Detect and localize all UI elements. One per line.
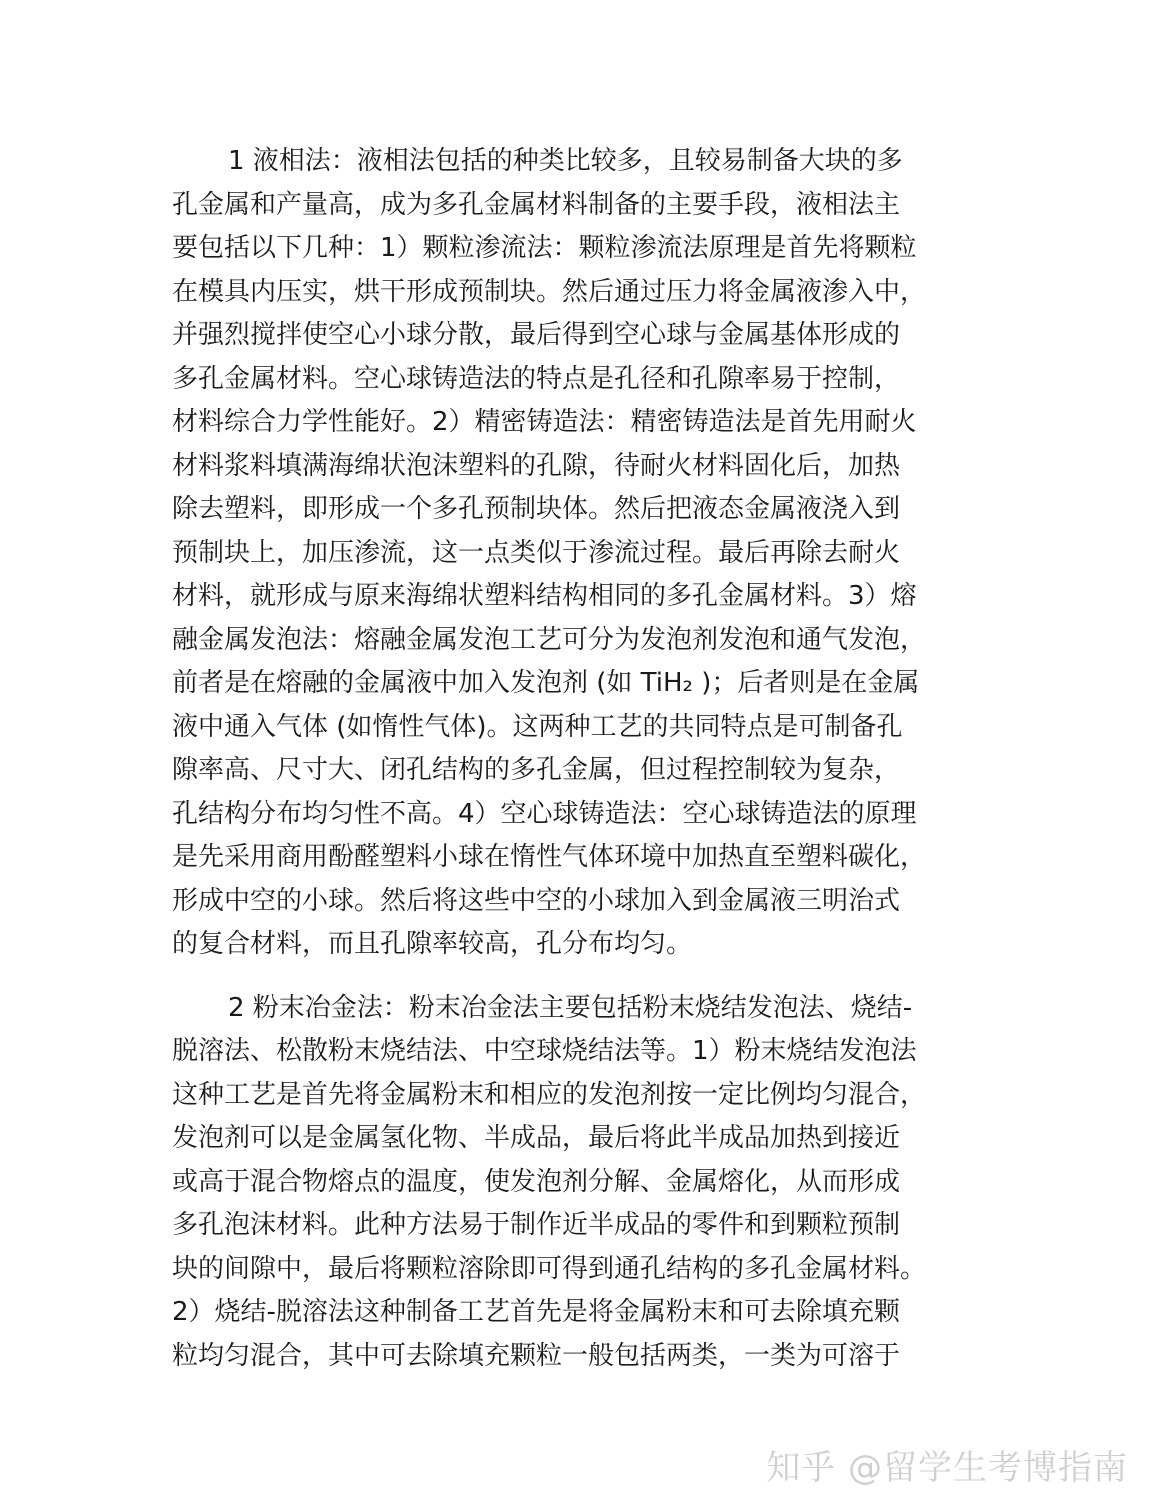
- text-line: 形成中空的小球。然后将这些中空的小球加入到金属液三明治式: [172, 885, 901, 916]
- document-page: [172, 140, 1000, 1378]
- paragraph-powder-metallurgy-method: [172, 987, 1000, 1379]
- text-line: 多孔金属材料。空心球铸造法的特点是孔径和孔隙率易于控制，: [172, 363, 901, 394]
- text-line: 是先采用商用酚醛塑料小球在惰性气体环境中加热直至塑料碳化，: [172, 842, 927, 872]
- text-line: 发泡剂可以是金属氢化物、半成品，最后将此半成品加热到接近: [172, 1123, 901, 1153]
- text-line: 液中通入气体 (如惰性气体)。这两种工艺的共同特点是可制备孔: [172, 711, 903, 742]
- text-line: 这种工艺是首先将金属粉末和相应的发泡剂按一定比例均匀混合，: [172, 1079, 927, 1110]
- text-line: 多孔泡沫材料。此种方法易于制作近半成品的零件和到颗粒预制: [172, 1210, 901, 1240]
- text-line: 预制块上，加压渗流，这一点类似于渗流过程。最后再除去耐火: [172, 537, 901, 568]
- text-line: 块的间隙中，最后将颗粒溶除即可得到通孔结构的多孔金属材料。: [172, 1253, 927, 1284]
- paragraph-liquid-phase-method: [172, 140, 1000, 967]
- text-line: 材料综合力学性能好。2）精密铸造法：精密铸造法是首先用耐火: [172, 407, 917, 437]
- zhihu-watermark: 知乎 @留学生考博指南: [766, 1448, 1128, 1488]
- text-line: 除去塑料，即形成一个多孔预制块体。然后把液态金属液浇入到: [172, 494, 901, 524]
- text-line: 脱溶法、松散粉末烧结法、中空球烧结法等。1）粉末烧结发泡法: [172, 1036, 917, 1066]
- text-line: 要包括以下几种：1）颗粒渗流法：颗粒渗流法原理是首先将颗粒: [172, 233, 917, 263]
- text-line: 孔金属和产量高，成为多孔金属材料制备的主要手段，液相法主: [172, 189, 901, 220]
- text-line: 2 粉末冶金法：粉末冶金法主要包括粉末烧结发泡法、烧结-: [228, 992, 913, 1023]
- text-line: 材料浆料填满海绵状泡沫塑料的孔隙，待耐火材料固化后，加热: [172, 450, 901, 481]
- text-line: 1 液相法：液相法包括的种类比较多，且较易制备大块的多: [228, 146, 903, 176]
- text-line: 隙率高、尺寸大、闭孔结构的多孔金属，但过程控制较为复杂，: [172, 755, 901, 785]
- text-line: 粒均匀混合，其中可去除填充颗粒一般包括两类，一类为可溶于: [172, 1340, 901, 1371]
- text-line: 或高于混合物熔点的温度，使发泡剂分解、金属熔化，从而形成: [172, 1166, 901, 1197]
- text-line: 在模具内压实，烘干形成预制块。然后通过压力将金属液渗入中，: [172, 276, 927, 307]
- text-line: 的复合材料，而且孔隙率较高，孔分布均匀。: [172, 929, 693, 959]
- text-line: 前者是在熔融的金属液中加入发泡剂 (如 TiH₂ )；后者则是在金属: [172, 668, 920, 698]
- text-line: 孔结构分布均匀性不高。4）空心球铸造法：空心球铸造法的原理: [172, 798, 917, 829]
- text-line: 并强烈搅拌使空心小球分散，最后得到空心球与金属基体形成的: [172, 320, 901, 350]
- text-line: 2）烧结-脱溶法这种制备工艺首先是将金属粉末和可去除填充颗: [172, 1297, 900, 1327]
- text-line: 融金属发泡法：熔融金属发泡工艺可分为发泡剂发泡和通气发泡，: [172, 624, 927, 655]
- text-line: 材料，就形成与原来海绵状塑料结构相同的多孔金属材料。3）熔: [172, 581, 917, 611]
